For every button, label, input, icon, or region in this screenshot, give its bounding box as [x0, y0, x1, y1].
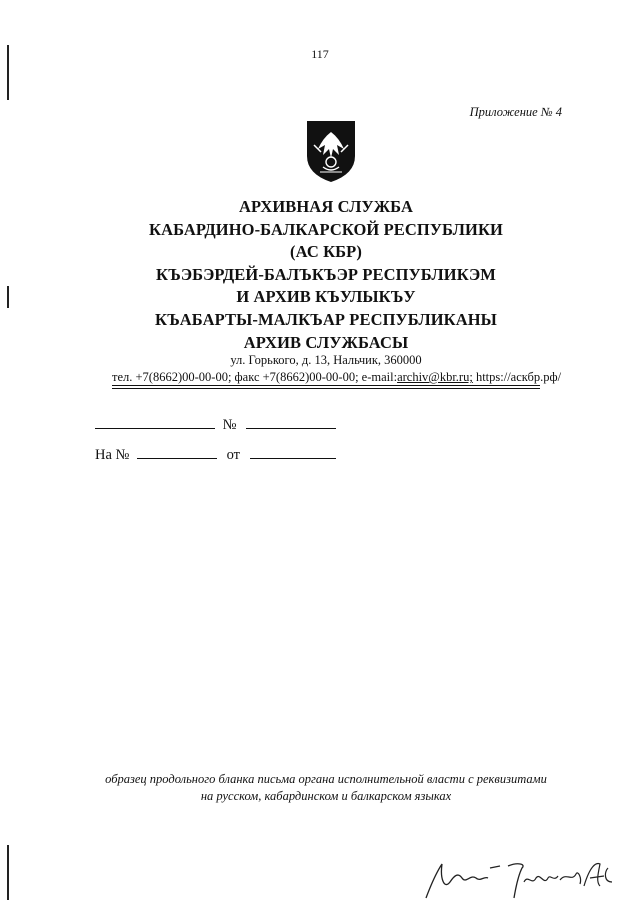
coat-of-arms-emblem-icon [303, 118, 359, 184]
org-name-line: (АС КБР) [290, 242, 362, 262]
org-name-line: КАБАРДИНО-БАЛКАРСКОЙ РЕСПУБЛИКИ [149, 219, 503, 239]
scan-margin-mark [7, 845, 9, 900]
org-name-line: АРХИВНАЯ СЛУЖБА [239, 197, 413, 216]
reference-row [95, 444, 336, 464]
contact-line [112, 370, 562, 385]
number-sign: № [222, 417, 237, 433]
organization-name-block [0, 196, 640, 354]
page-number: 117 [311, 47, 329, 61]
ref-date-blank [250, 444, 336, 459]
header-rule-bottom [112, 388, 540, 389]
header-rule-top [112, 385, 540, 386]
caption-line: на русском, кабардинском и балкарском языках [200, 789, 452, 803]
website: https://аскбр.рф/ [475, 370, 562, 384]
ref-number-blank [137, 444, 217, 459]
date-number-row [95, 414, 336, 434]
appendix-label: Приложение № 4 [469, 105, 562, 119]
org-name-line: КЪАБАРТЫ-МАЛКЪАР РЕСПУБЛИКАНЫ [155, 309, 497, 329]
form-caption [0, 771, 640, 805]
handwritten-signature-icon [420, 852, 620, 904]
from-label: от [226, 447, 241, 463]
org-name-line: И АРХИВ КЪУЛЫКЪУ [236, 287, 416, 307]
phone-fax: тел. +7(8662)00-00-00; факс +7(8662)00-00-00; e-mail: [112, 370, 398, 384]
postal-address: ул. Горького, д. 13, Нальчик, 360000 [230, 353, 422, 367]
date-blank [95, 414, 215, 429]
caption-line: образец продольного бланка письма органа исполнительной власти с реквизитами [105, 772, 547, 786]
ref-number-label: На № [95, 447, 130, 463]
email-address: archiv@kbr.ru; [397, 370, 473, 384]
org-name-line: КЪЭБЭРДЕЙ-БАЛЪКЪЭР РЕСПУБЛИКЭМ [156, 264, 496, 284]
number-blank [246, 414, 336, 429]
org-name-line: АРХИВ СЛУЖБАСЫ [243, 332, 409, 352]
